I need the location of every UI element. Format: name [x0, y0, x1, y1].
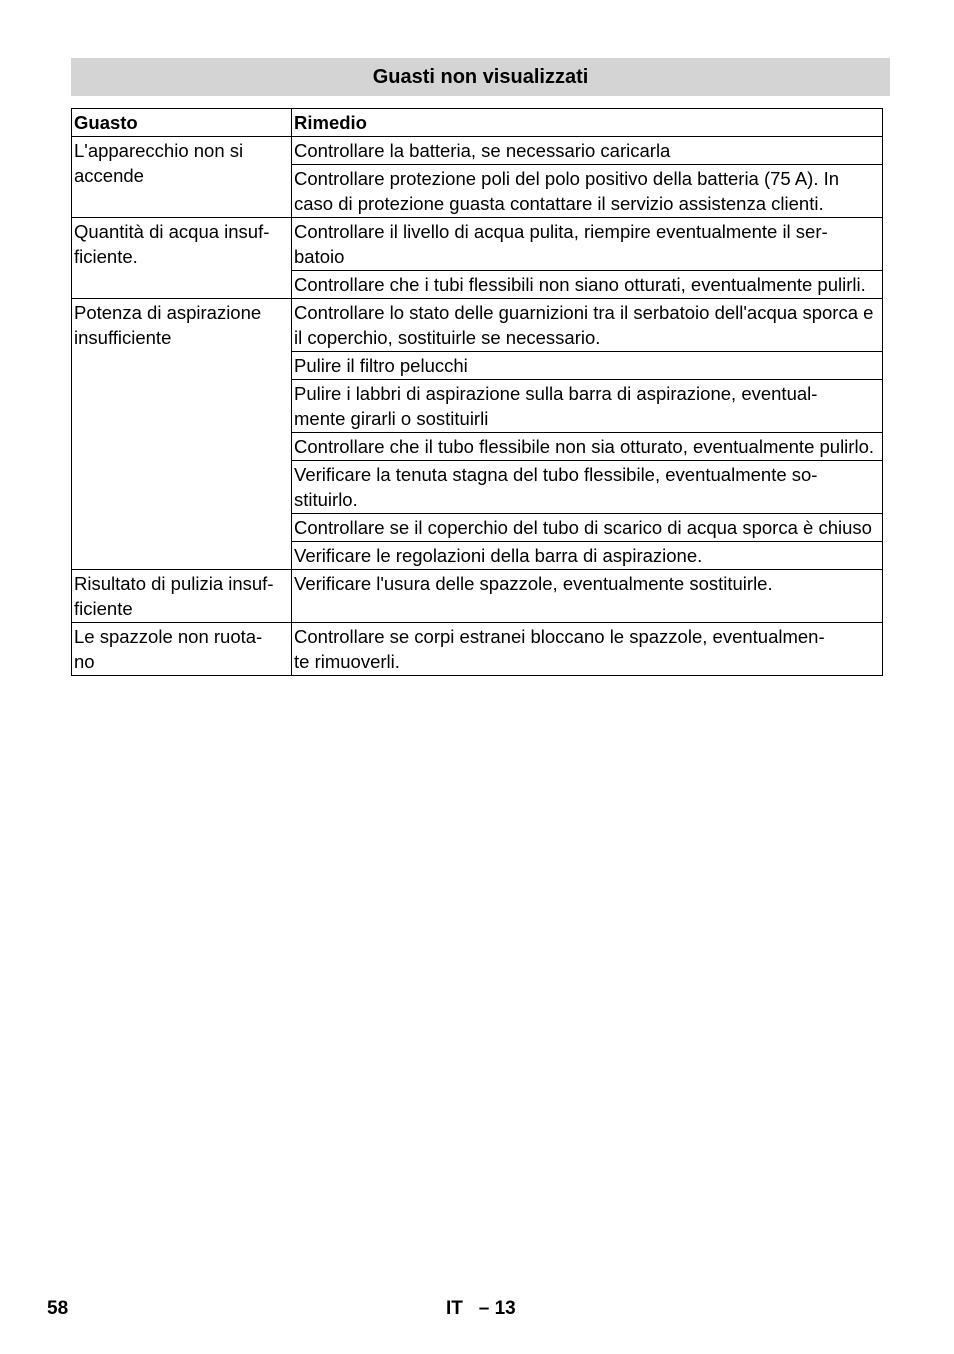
- language-page-indicator: IT – 13: [446, 1298, 516, 1319]
- fault-cell: Le spazzole non ruota- no: [72, 623, 292, 676]
- table-row: [72, 137, 883, 165]
- fault-table: [71, 108, 883, 676]
- section-title-text: Guasti non visualizzati: [372, 65, 589, 88]
- table-header-row: [72, 109, 883, 137]
- remedy-cell: Pulire il filtro pelucchi: [292, 352, 883, 380]
- fault-cell: Risultato di pulizia insuf- ficiente: [72, 570, 292, 623]
- page-number: 58: [47, 1298, 69, 1319]
- header-fault: Guasto: [72, 109, 292, 137]
- table-row: [72, 623, 883, 676]
- remedy-cell: Controllare protezione poli del polo positivo della batteria (75 A). In caso di protezione guasta contattare il servizio assistenza clienti.: [292, 165, 883, 218]
- remedy-cell: Verificare la tenuta stagna del tubo flessibile, eventualmente so- stituirlo.: [292, 461, 883, 514]
- fault-cell: L'apparecchio non si accende: [72, 137, 292, 218]
- remedy-cell: Pulire i labbri di aspirazione sulla barra di aspirazione, eventual- mente girarli o sostituirli: [292, 380, 883, 433]
- remedy-cell: Controllare se il coperchio del tubo di scarico di acqua sporca è chiuso: [292, 514, 883, 542]
- remedy-cell: Verificare le regolazioni della barra di aspirazione.: [292, 542, 883, 570]
- remedy-cell: Controllare la batteria, se necessario caricarla: [292, 137, 883, 165]
- remedy-cell: Controllare che i tubi flessibili non siano otturati, eventualmente pulirli.: [292, 271, 883, 299]
- remedy-cell: Verificare l'usura delle spazzole, eventualmente sostituirle.: [292, 570, 883, 623]
- remedy-cell: Controllare che il tubo flessibile non sia otturato, eventualmente pulirlo.: [292, 433, 883, 461]
- table-row: [72, 218, 883, 271]
- section-title: [71, 58, 890, 96]
- fault-cell: Potenza di aspirazione insufficiente: [72, 299, 292, 570]
- remedy-cell: Controllare il livello di acqua pulita, riempire eventualmente il ser- batoio: [292, 218, 883, 271]
- remedy-cell: Controllare lo stato delle guarnizioni tra il serbatoio dell'acqua sporca e il coperchio, sostituirle se necessario.: [292, 299, 883, 352]
- remedy-cell: Controllare se corpi estranei bloccano le spazzole, eventualmen- te rimuoverli.: [292, 623, 883, 676]
- fault-cell: Quantità di acqua insuf- ficiente.: [72, 218, 292, 299]
- table-row: [72, 570, 883, 623]
- table-body: [72, 137, 883, 676]
- header-remedy: Rimedio: [292, 109, 883, 137]
- table-row: [72, 299, 883, 352]
